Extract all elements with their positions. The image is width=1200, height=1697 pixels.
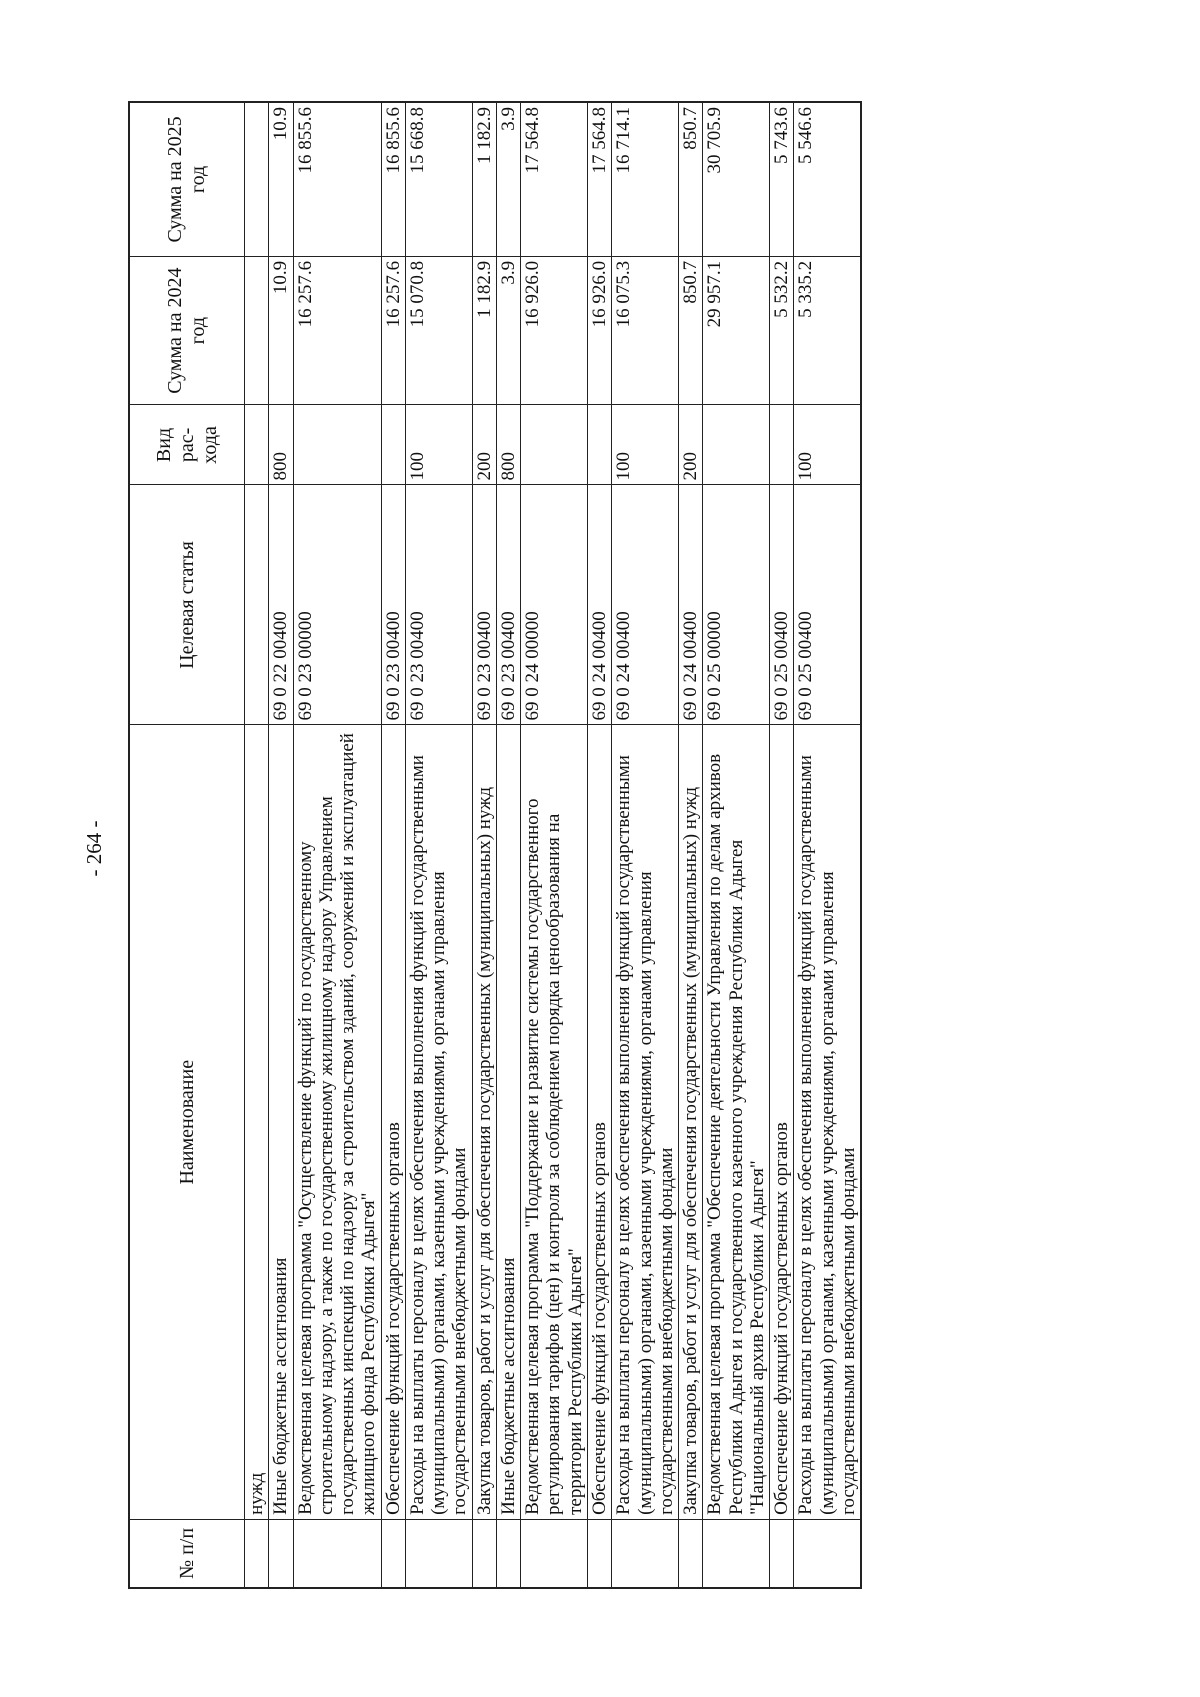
cell-code: 69 0 24 00400 — [679, 485, 703, 725]
header-num: № п/п — [129, 1519, 245, 1588]
cell-sum-2025: 1 182.9 — [472, 102, 496, 256]
cell-sum-2024 — [245, 256, 269, 405]
cell-num — [612, 1519, 679, 1588]
table-row — [472, 102, 496, 1588]
table-row — [770, 102, 794, 1588]
cell-kind: 200 — [472, 405, 496, 485]
cell-sum-2024: 1 182.9 — [472, 256, 496, 405]
cell-num — [496, 1519, 520, 1588]
cell-sum-2024: 29 957.1 — [703, 256, 770, 405]
cell-num — [770, 1519, 794, 1588]
table-row — [612, 102, 679, 1588]
cell-sum-2025: 3.9 — [496, 102, 520, 256]
cell-sum-2024: 5 532.2 — [770, 256, 794, 405]
cell-num — [794, 1519, 861, 1588]
cell-kind: 200 — [679, 405, 703, 485]
cell-num — [381, 1519, 405, 1588]
cell-name: Ведомственная целевая программа "Осуществление функций по государственному строительному надзору, а также по государственному жилищному надзору Управлением государственных инспекций по надзору за строительством зданий, сооружений и эксплуатацией жилищного фонда Республики Адыгея" — [293, 725, 381, 1519]
header-code: Целевая статья — [129, 485, 245, 725]
table-row — [521, 102, 588, 1588]
cell-num — [521, 1519, 588, 1588]
table-row — [794, 102, 861, 1588]
cell-sum-2025 — [245, 102, 269, 256]
budget-table — [128, 101, 862, 1589]
cell-code: 69 0 24 00000 — [521, 485, 588, 725]
cell-name: Закупка товаров, работ и услуг для обеспечения государственных (муниципальных) нужд — [472, 725, 496, 1519]
cell-code: 69 0 25 00400 — [770, 485, 794, 725]
page-number: - 264 - — [82, 820, 106, 877]
cell-num — [587, 1519, 611, 1588]
cell-kind: 100 — [612, 405, 679, 485]
cell-sum-2024: 15 070.8 — [405, 256, 472, 405]
table-row — [679, 102, 703, 1588]
cell-code: 69 0 23 00400 — [472, 485, 496, 725]
cell-num — [405, 1519, 472, 1588]
cell-name: Ведомственная целевая программа "Обеспечение деятельности Управления по делам архивов Республики Адыгея и государственного казенного учреждения Республики Адыгея "Национальный архив Республики Адыгея" — [703, 725, 770, 1519]
cell-num — [245, 1519, 269, 1588]
cell-kind — [293, 405, 381, 485]
cell-name: Иные бюджетные ассигнования — [269, 725, 293, 1519]
cell-sum-2024: 16 075.3 — [612, 256, 679, 405]
header-row — [129, 102, 245, 1588]
cell-code: 69 0 25 00400 — [794, 485, 861, 725]
cell-name: нужд — [245, 725, 269, 1519]
cell-sum-2025: 30 705.9 — [703, 102, 770, 256]
cell-name: Обеспечение функций государственных органов — [587, 725, 611, 1519]
cell-sum-2025: 10.9 — [269, 102, 293, 256]
cell-sum-2024: 16 257.6 — [381, 256, 405, 405]
cell-kind: 100 — [794, 405, 861, 485]
cell-sum-2025: 16 855.6 — [381, 102, 405, 256]
cell-kind — [770, 405, 794, 485]
cell-name: Расходы на выплаты персоналу в целях обеспечения выполнения функций государственными (муниципальными) органами, казенными учреждениями, органами управления государственными внебюджетными фондами — [794, 725, 861, 1519]
cell-name: Обеспечение функций государственных органов — [381, 725, 405, 1519]
cell-num — [472, 1519, 496, 1588]
cell-sum-2024: 850.7 — [679, 256, 703, 405]
cell-name: Иные бюджетные ассигнования — [496, 725, 520, 1519]
cell-kind — [245, 405, 269, 485]
cell-sum-2024: 5 335.2 — [794, 256, 861, 405]
header-name: Наименование — [129, 725, 245, 1519]
cell-sum-2025: 16 855.6 — [293, 102, 381, 256]
cell-name: Ведомственная целевая программа "Поддержание и развитие системы государственного регулирования тарифов (цен) и контроля за соблюдением порядка ценообразования на территории Республики Адыгея" — [521, 725, 588, 1519]
cell-sum-2024: 16 257.6 — [293, 256, 381, 405]
table-row — [245, 102, 269, 1588]
cell-sum-2025: 15 668.8 — [405, 102, 472, 256]
cell-num — [293, 1519, 381, 1588]
header-kind: Вид рас-хода — [129, 405, 245, 485]
table-row — [703, 102, 770, 1588]
cell-code: 69 0 24 00400 — [612, 485, 679, 725]
cell-code: 69 0 23 00400 — [496, 485, 520, 725]
table-body — [245, 102, 862, 1588]
cell-num — [269, 1519, 293, 1588]
cell-kind: 800 — [496, 405, 520, 485]
cell-code: 69 0 23 00000 — [293, 485, 381, 725]
cell-code: 69 0 23 00400 — [381, 485, 405, 725]
cell-kind: 800 — [269, 405, 293, 485]
table-row — [381, 102, 405, 1588]
cell-code: 69 0 22 00400 — [269, 485, 293, 725]
cell-code — [245, 485, 269, 725]
cell-code: 69 0 25 00000 — [703, 485, 770, 725]
cell-code: 69 0 24 00400 — [587, 485, 611, 725]
cell-kind — [587, 405, 611, 485]
cell-sum-2025: 5 743.6 — [770, 102, 794, 256]
cell-name: Закупка товаров, работ и услуг для обеспечения государственных (муниципальных) нужд — [679, 725, 703, 1519]
table-row — [587, 102, 611, 1588]
table-row — [293, 102, 381, 1588]
cell-sum-2024: 3.9 — [496, 256, 520, 405]
cell-sum-2024: 10.9 — [269, 256, 293, 405]
cell-sum-2025: 17 564.8 — [587, 102, 611, 256]
cell-name: Расходы на выплаты персоналу в целях обеспечения выполнения функций государственными (муниципальными) органами, казенными учреждениями, органами управления государственными внебюджетными фондами — [612, 725, 679, 1519]
cell-sum-2025: 16 714.1 — [612, 102, 679, 256]
header-sum-2024: Сумма на 2024 год — [129, 256, 245, 405]
cell-kind — [521, 405, 588, 485]
cell-num — [703, 1519, 770, 1588]
cell-sum-2025: 5 546.6 — [794, 102, 861, 256]
cell-kind — [703, 405, 770, 485]
header-sum-2025: Сумма на 2025 год — [129, 102, 245, 256]
cell-sum-2025: 17 564.8 — [521, 102, 588, 256]
table-row — [405, 102, 472, 1588]
cell-kind — [381, 405, 405, 485]
cell-code: 69 0 23 00400 — [405, 485, 472, 725]
table-header — [129, 102, 245, 1588]
cell-sum-2024: 16 926.0 — [587, 256, 611, 405]
cell-kind: 100 — [405, 405, 472, 485]
cell-num — [679, 1519, 703, 1588]
cell-sum-2025: 850.7 — [679, 102, 703, 256]
cell-sum-2024: 16 926.0 — [521, 256, 588, 405]
cell-name: Обеспечение функций государственных органов — [770, 725, 794, 1519]
table-row — [496, 102, 520, 1588]
cell-name: Расходы на выплаты персоналу в целях обеспечения выполнения функций государственными (муниципальными) органами, казенными учреждениями, органами управления государственными внебюджетными фондами — [405, 725, 472, 1519]
table-row — [269, 102, 293, 1588]
